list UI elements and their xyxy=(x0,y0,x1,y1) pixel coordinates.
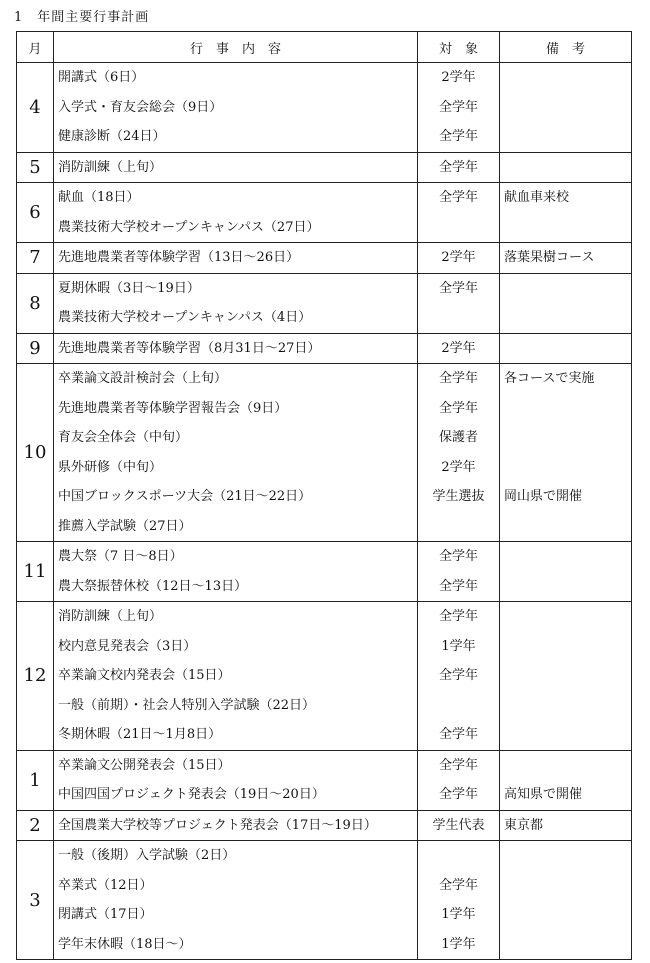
event-line: 農大祭振替休校（12日～13日） xyxy=(58,578,248,594)
target-cell xyxy=(418,152,500,183)
event-cell xyxy=(54,333,418,364)
target-line: 全学年 xyxy=(438,190,478,205)
target-line: 2学年 xyxy=(441,340,476,356)
month-row xyxy=(17,63,632,153)
target-line: 学生代表 xyxy=(432,817,485,833)
header-event: 行 事 内 容 xyxy=(54,32,418,63)
header-month: 月 xyxy=(17,32,54,63)
note-line xyxy=(500,720,631,750)
month-cell: 1 xyxy=(17,750,54,810)
event-cell xyxy=(54,810,418,841)
note-cell xyxy=(500,273,632,333)
target-line: 2学年 xyxy=(441,459,476,475)
event-line: 学年末休暇（18日～） xyxy=(58,936,192,952)
month-row xyxy=(17,273,632,333)
event-cell xyxy=(54,63,418,153)
note-line xyxy=(500,661,631,691)
month-row xyxy=(17,602,632,751)
target-cell xyxy=(418,750,500,810)
event-line: 先進地農業者等体験学習（8月31日～27日） xyxy=(58,340,321,356)
note-line xyxy=(500,751,631,781)
event-line: 育友会全体会（中旬） xyxy=(58,430,189,445)
month-cell: 4 xyxy=(17,63,54,153)
event-cell xyxy=(54,183,418,243)
target-cell xyxy=(418,183,500,243)
event-line: 消防訓練（上旬） xyxy=(58,159,163,175)
event-line: 消防訓練（上旬） xyxy=(58,609,163,624)
note-line xyxy=(500,691,631,721)
target-line: 全学年 xyxy=(438,668,478,683)
event-line: 開講式（6日） xyxy=(58,70,145,85)
month-cell: 8 xyxy=(17,273,54,333)
note-line xyxy=(500,572,631,602)
month-row xyxy=(17,750,632,810)
target-line xyxy=(418,303,499,333)
target-line: 1学年 xyxy=(441,638,476,654)
note-line xyxy=(500,512,631,542)
target-line: 1学年 xyxy=(441,936,476,952)
note-cell xyxy=(500,602,632,751)
note-cell xyxy=(500,841,632,960)
annual-schedule-table xyxy=(16,31,632,960)
event-line: 冬期休暇（21日～1月8日） xyxy=(58,727,222,742)
target-line: 1学年 xyxy=(441,907,476,922)
note-cell xyxy=(500,810,632,841)
month-cell: 10 xyxy=(17,364,54,542)
target-cell xyxy=(418,810,500,841)
target-cell xyxy=(418,602,500,751)
event-cell xyxy=(54,841,418,960)
target-line: 2学年 xyxy=(441,250,476,265)
target-line: 全学年 xyxy=(438,727,478,742)
target-cell xyxy=(418,841,500,960)
month-cell: 6 xyxy=(17,183,54,243)
event-cell xyxy=(54,542,418,602)
event-line: 夏期休暇（3日～19日） xyxy=(58,280,200,296)
target-line: 保護者 xyxy=(438,430,478,445)
target-line: 学生選抜 xyxy=(432,489,485,504)
target-line: 全学年 xyxy=(438,609,478,624)
note-line xyxy=(500,394,631,424)
event-line: 中国ブロックスポーツ大会（21日～22日） xyxy=(58,489,312,504)
note-line xyxy=(500,93,631,123)
target-line: 全学年 xyxy=(438,757,478,773)
note-line xyxy=(500,871,631,901)
target-line: 全学年 xyxy=(438,400,478,416)
target-line: 全学年 xyxy=(438,280,478,296)
note-cell xyxy=(500,364,632,542)
event-line: 入学式・育友会総会（9日） xyxy=(58,99,223,115)
event-line: 卒業論文設計検討会（上旬） xyxy=(58,371,228,386)
target-line: 全学年 xyxy=(438,877,478,893)
schedule-body xyxy=(17,63,632,960)
target-line: 全学年 xyxy=(438,159,478,175)
target-line xyxy=(418,512,499,542)
event-line: 中国四国プロジェクト発表会（19日～20日） xyxy=(58,787,325,802)
target-cell xyxy=(418,243,500,274)
target-line: 全学年 xyxy=(438,129,478,144)
event-cell xyxy=(54,243,418,274)
month-row xyxy=(17,243,632,274)
note-line: 高知県で開催 xyxy=(504,787,583,802)
target-cell xyxy=(418,364,500,542)
note-line: 落葉果樹コース xyxy=(504,250,595,265)
note-cell xyxy=(500,152,632,183)
event-line: 先進地農業者等体験学習（13日～26日） xyxy=(58,250,300,265)
month-cell: 7 xyxy=(17,243,54,274)
event-line: 卒業式（12日） xyxy=(58,877,153,893)
event-line: 閉講式（17日） xyxy=(58,907,153,922)
note-line xyxy=(500,453,631,483)
header-note: 備 考 xyxy=(500,32,632,63)
target-cell xyxy=(418,63,500,153)
month-row xyxy=(17,333,632,364)
event-cell xyxy=(54,364,418,542)
event-line: 農業技術大学校オープンキャンパス（27日） xyxy=(58,219,320,235)
header-target: 対 象 xyxy=(418,32,500,63)
note-cell xyxy=(500,243,632,274)
month-cell: 9 xyxy=(17,333,54,364)
note-cell xyxy=(500,750,632,810)
note-line xyxy=(500,602,631,632)
note-line xyxy=(500,632,631,662)
note-line xyxy=(500,63,631,93)
target-line: 2学年 xyxy=(441,70,476,85)
note-line xyxy=(500,274,631,304)
month-row xyxy=(17,810,632,841)
target-line: 全学年 xyxy=(438,578,478,594)
document-title: 1 年間主要行事計画 xyxy=(14,10,150,25)
note-line xyxy=(500,122,631,152)
month-cell: 5 xyxy=(17,152,54,183)
month-row xyxy=(17,152,632,183)
event-line: 推薦入学試験（27日） xyxy=(58,518,192,534)
event-line: 農業技術大学校オープンキャンパス（4日） xyxy=(58,310,312,325)
note-cell xyxy=(500,542,632,602)
event-cell xyxy=(54,273,418,333)
event-cell xyxy=(54,750,418,810)
event-cell xyxy=(54,152,418,183)
month-cell: 12 xyxy=(17,602,54,751)
month-cell: 11 xyxy=(17,542,54,602)
month-row xyxy=(17,183,632,243)
target-line xyxy=(418,213,499,243)
event-line: 校内意見発表会（3日） xyxy=(58,638,197,654)
event-line: 一般（後期）入学試験（2日） xyxy=(58,848,236,863)
note-line: 岡山県で開催 xyxy=(504,489,583,504)
target-line: 全学年 xyxy=(438,371,478,386)
note-cell xyxy=(500,183,632,243)
month-cell: 3 xyxy=(17,841,54,960)
note-line: 各コースで実施 xyxy=(504,371,595,386)
event-line: 県外研修（中旬） xyxy=(58,459,163,475)
event-line: 卒業論文公開発表会（15日） xyxy=(58,757,231,773)
month-row xyxy=(17,841,632,960)
target-line: 全学年 xyxy=(438,549,478,564)
note-line xyxy=(500,423,631,453)
event-line: 健康診断（24日） xyxy=(58,129,166,144)
note-line xyxy=(500,930,631,960)
event-line: 一般（前期）・社会人特別入学試験（22日） xyxy=(58,697,316,713)
target-cell xyxy=(418,273,500,333)
note-line xyxy=(500,900,631,930)
note-line: 東京都 xyxy=(504,817,544,833)
note-line xyxy=(500,542,631,572)
month-row xyxy=(17,542,632,602)
target-cell xyxy=(418,542,500,602)
target-line: 全学年 xyxy=(438,787,478,802)
event-line: 献血（18日） xyxy=(58,190,140,205)
target-cell xyxy=(418,333,500,364)
month-row xyxy=(17,364,632,542)
note-line xyxy=(500,213,631,243)
event-line: 全国農業大学校等プロジェクト発表会（17日～19日） xyxy=(58,817,377,833)
note-line: 献血車来校 xyxy=(504,190,570,205)
target-line xyxy=(418,691,499,721)
event-line: 農大祭（7 日～8日） xyxy=(58,549,183,564)
target-line xyxy=(418,841,499,871)
note-line xyxy=(500,153,631,183)
note-cell xyxy=(500,63,632,153)
note-line xyxy=(500,334,631,364)
note-line xyxy=(500,841,631,871)
month-cell: 2 xyxy=(17,810,54,841)
event-line: 先進地農業者等体験学習報告会（9日） xyxy=(58,400,288,416)
event-line: 卒業論文校内発表会（15日） xyxy=(58,668,231,683)
target-line: 全学年 xyxy=(438,99,478,115)
event-cell xyxy=(54,602,418,751)
header-row xyxy=(17,32,632,63)
note-cell xyxy=(500,333,632,364)
note-line xyxy=(500,303,631,333)
